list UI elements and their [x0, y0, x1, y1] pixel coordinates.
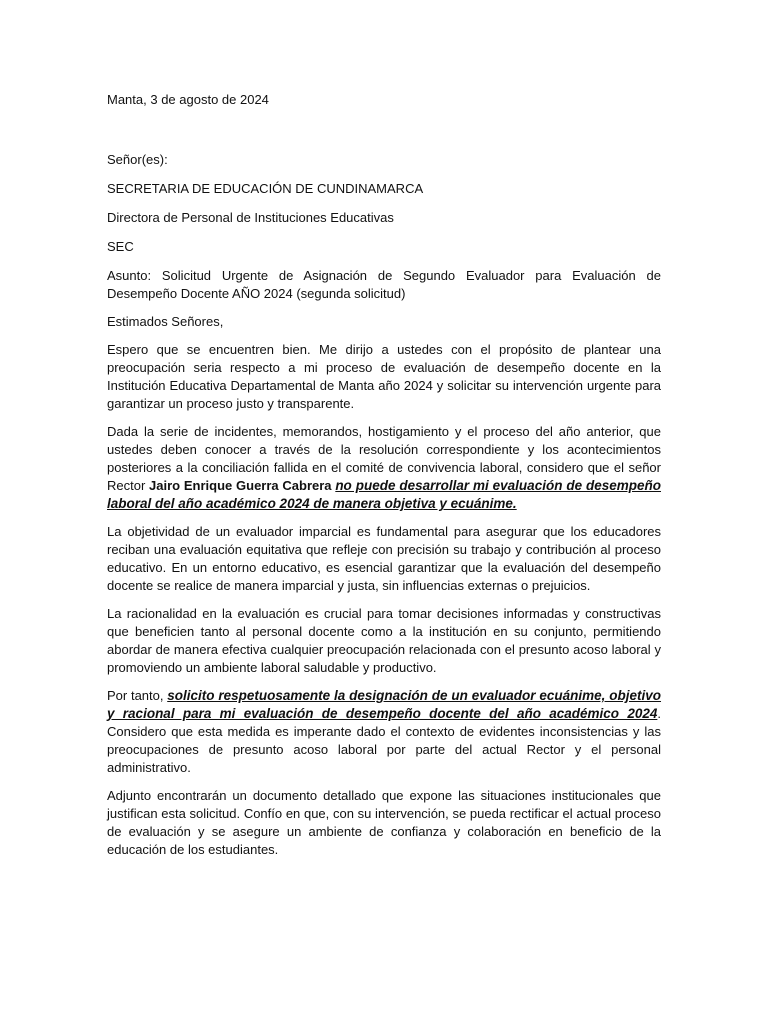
paragraph-background: [107, 423, 661, 513]
salutation-header: Señor(es):: [107, 152, 168, 167]
paragraph-request-lead: Por tanto,: [107, 688, 168, 703]
request-emphasis: solicito respetuosamente la designación de un evaluador ecuánime, objetivo y racional para mi evaluación de desempeño docente del año académico 2024: [107, 688, 662, 721]
emphasis-statement: no puede desarrollar mi evaluación de desempeño laboral del año académico 2024 de manera objetiva y ecuánime.: [107, 478, 661, 511]
letter-date: Manta, 3 de agosto de 2024: [107, 92, 269, 107]
paragraph-request: [107, 687, 661, 777]
paragraph-request-tail: . Considero que esta medida es imperante dado el contexto de evidentes inconsistencias y las preocupaciones de presunto acoso laboral por parte del actual Rector y el personal administrativo.: [107, 706, 661, 775]
paragraph-attachment: Adjunto encontrarán un documento detallado que expone las situaciones institucionales que justifican esta solicitud. Confío en que, con su intervención, se pueda rectificar el actual proceso de evaluación y se asegure un ambiente de confianza y colaboración en beneficio de la educación de los estudiantes.: [107, 788, 661, 857]
recipient-abbreviation: SEC: [107, 239, 134, 254]
subject-line: Asunto: Solicitud Urgente de Asignación de Segundo Evaluador para Evaluación de Desempeño Docente AÑO 2024 (segunda solicitud): [107, 268, 661, 301]
greeting: Estimados Señores,: [107, 314, 224, 329]
paragraph-background-text: Dada la serie de incidentes, memorandos, hostigamiento y el proceso del año anterior, que ustedes deben conocer a través de la resolución correspondiente y los acontecimientos posteriores a la conciliación fallida en el comité de convivencia laboral, considero que el señor Rector: [107, 424, 661, 493]
recipient-title: Directora de Personal de Instituciones Educativas: [107, 210, 394, 225]
paragraph-intro: Espero que se encuentren bien. Me dirijo a ustedes con el propósito de plantear una preocupación seria respecto a mi proceso de evaluación de desempeño docente en la Institución Educativa Departamental de Manta año 2024 y solicitar su intervención urgente para garantizar un proceso justo y transparente.: [107, 342, 661, 411]
recipient-organization: SECRETARIA DE EDUCACIÓN DE CUNDINAMARCA: [107, 181, 424, 196]
letter-body: [107, 91, 661, 859]
paragraph-rationality: La racionalidad en la evaluación es crucial para tomar decisiones informadas y constructivas que beneficien tanto al personal docente como a la institución en su conjunto, permitiendo abordar de manera efectiva cualquier preocupación relacionada con el presunto acoso laboral y promoviendo un ambiente laboral saludable y productivo.: [107, 606, 661, 675]
paragraph-objectivity: La objetividad de un evaluador imparcial es fundamental para asegurar que los educadores reciban una evaluación equitativa que refleje con precisión su trabajo y contribución al proceso educativo. En un entorno educativo, es esencial garantizar que la evaluación del desempeño docente se realice de manera imparcial y justa, sin influencias externas o prejuicios.: [107, 524, 661, 593]
rector-name: Jairo Enrique Guerra Cabrera: [149, 478, 332, 493]
